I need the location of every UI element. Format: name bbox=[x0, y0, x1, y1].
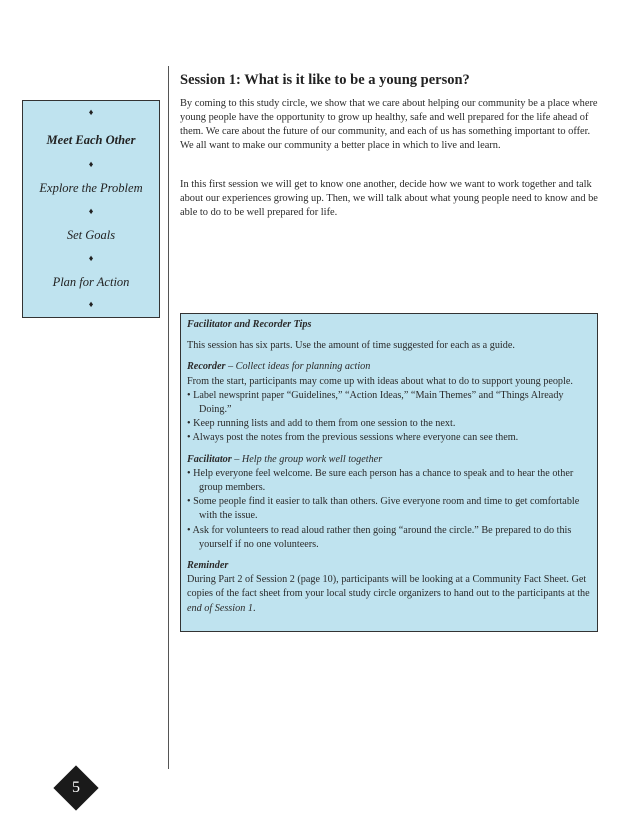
reminder-heading: Reminder bbox=[187, 560, 229, 572]
step-set-goals: Set Goals bbox=[66, 228, 116, 242]
diamond-bullet-icon: ♦ bbox=[88, 107, 94, 117]
reminder-emphasis: end of Session 1 bbox=[187, 602, 253, 614]
vertical-divider bbox=[168, 66, 169, 769]
recorder-bullet: • Label newsprint paper “Guidelines,” “Action Ideas,” “Main Themes” and “Things Already Doing.” bbox=[187, 389, 564, 416]
facilitator-label: Facilitator bbox=[187, 453, 232, 465]
facilitator-description: – Help the group work well together bbox=[231, 453, 383, 465]
facilitator-subheading bbox=[187, 453, 591, 467]
reminder-body: During Part 2 of Session 2 (page 10), participants will be looking at a Community Fact Sheet. Get copies of the fact sheet from your local study circle organizers to hand out to the participants at the bbox=[187, 574, 590, 600]
tips-heading: Facilitator and Recorder Tips bbox=[187, 319, 312, 330]
facilitator-bullet: • Ask for volunteers to read aloud rather then going “around the circle.” Be prepared to do this yourself if no one volunteers. bbox=[187, 524, 572, 550]
session-steps-box bbox=[22, 100, 160, 318]
diamond-bullet-icon: ♦ bbox=[88, 299, 94, 309]
recorder-text: From the start, participants may come up with ideas about what to do to support young people. bbox=[187, 375, 573, 387]
diamond-bullet-icon: ♦ bbox=[88, 253, 94, 263]
step-meet-each-other: Meet Each Other bbox=[46, 133, 136, 147]
tips-intro: This session has six parts. Use the amount of time suggested for each as a guide. bbox=[187, 340, 515, 352]
recorder-subheading bbox=[187, 360, 591, 374]
page-number: 5 bbox=[72, 779, 80, 796]
facilitator-recorder-tips-box bbox=[180, 313, 598, 632]
intro-paragraph-2: In this first session we will get to know one another, decide how we want to work together and talk about our experiences growing up. Then, we will talk about what young people need to know and be able to do to be well prepared for life. bbox=[180, 179, 598, 218]
intro-paragraph-1: By coming to this study circle, we show that we care about helping our community be a place where young people have the opportunity to grow up healthy, safe and well prepared for the life ahead of them. We care about the future of our community, and each of us has something important to offer. We all want to make our community a better place in which to live and learn. bbox=[180, 98, 598, 151]
recorder-description: – Collect ideas for planning action bbox=[225, 361, 371, 373]
diamond-bullet-icon: ♦ bbox=[88, 159, 94, 169]
diamond-bullet-icon: ♦ bbox=[88, 206, 94, 216]
step-plan-for-action: Plan for Action bbox=[52, 275, 130, 289]
page-number-badge bbox=[53, 765, 98, 810]
recorder-bullet: • Keep running lists and add to them from one session to the next. bbox=[187, 418, 456, 430]
facilitator-bullet: • Help everyone feel welcome. Be sure each person has a chance to speak and to hear the other group members. bbox=[187, 467, 574, 494]
recorder-label: Recorder bbox=[187, 361, 226, 373]
step-explore-the-problem: Explore the Problem bbox=[39, 181, 143, 195]
recorder-bullet: • Always post the notes from the previous sessions where everyone can see them. bbox=[187, 432, 519, 444]
reminder-end: . bbox=[252, 602, 256, 614]
facilitator-bullet: • Some people find it easier to talk than others. Give everyone room and time to get comfortable with the issue. bbox=[187, 496, 580, 522]
page-title: Session 1: What is it like to be a young person? bbox=[180, 72, 470, 88]
reminder-text bbox=[187, 573, 591, 616]
